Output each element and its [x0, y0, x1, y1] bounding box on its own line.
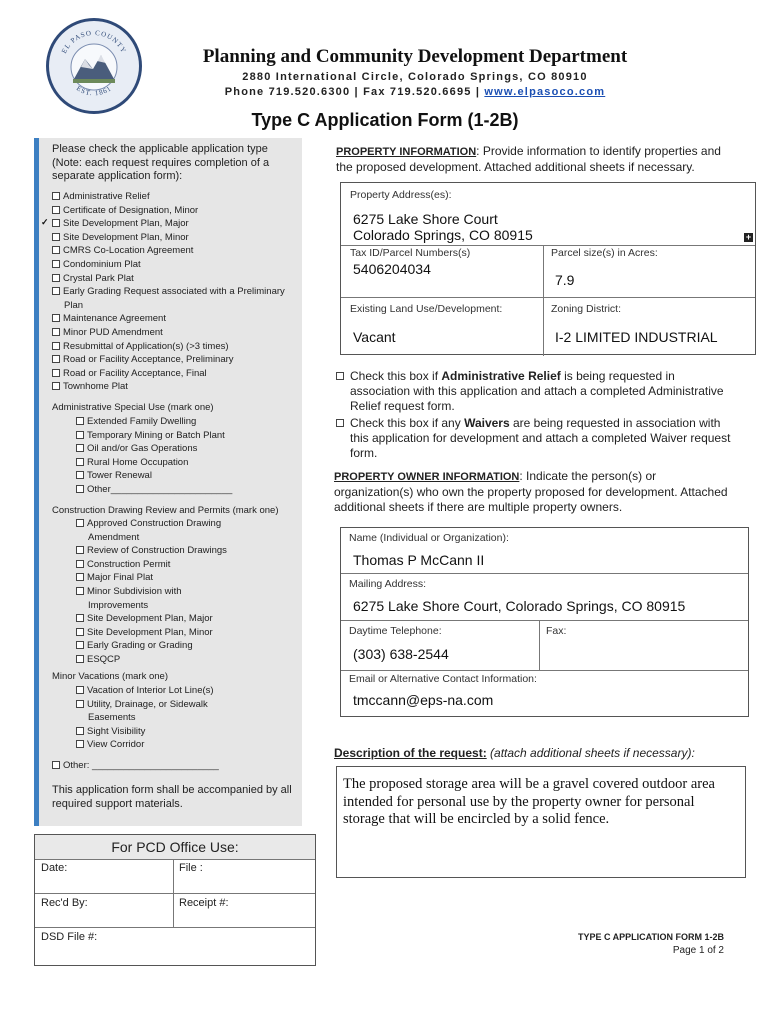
vacation-checkbox[interactable]	[76, 740, 84, 748]
application-type-checkbox[interactable]	[52, 314, 60, 322]
support-materials-note: This application form shall be accompanied by all required support materials.	[52, 784, 292, 810]
construction-item[interactable]	[76, 639, 236, 653]
waivers-check	[336, 416, 736, 461]
special-use-item[interactable]	[76, 469, 291, 483]
description-heading: Description of the request:	[334, 746, 487, 760]
zoning-label: Zoning District:	[551, 303, 622, 315]
construction-label: Construction Permit	[87, 558, 171, 570]
seal-top-text: EL PASO COUNTY	[60, 28, 128, 55]
admin-relief-checkbox[interactable]	[336, 372, 344, 380]
application-type-label: Site Development Plan, Major	[63, 218, 189, 230]
vacation-item[interactable]	[76, 698, 226, 725]
application-type-list	[52, 190, 297, 394]
special-use-label: Tower Renewal	[87, 470, 152, 482]
construction-list	[76, 517, 236, 667]
application-type-label: Townhome Plat	[63, 381, 128, 393]
vacation-checkbox[interactable]	[76, 686, 84, 694]
construction-label: Site Development Plan, Minor	[87, 626, 213, 638]
application-type-label: CMRS Co-Location Agreement	[63, 245, 194, 257]
construction-item[interactable]	[76, 558, 236, 572]
daytime-phone-label: Daytime Telephone:	[349, 625, 442, 637]
application-type-checkbox[interactable]	[52, 206, 60, 214]
special-use-item[interactable]	[76, 415, 291, 429]
property-info-intro	[336, 144, 736, 175]
special-use-item[interactable]	[76, 442, 291, 456]
application-type-item[interactable]	[52, 204, 297, 218]
application-type-label: Certificate of Designation, Minor	[63, 204, 199, 216]
application-type-panel	[34, 138, 302, 826]
office-receipt-label: Receipt #:	[179, 897, 229, 909]
fax-label: Fax:	[546, 625, 567, 637]
property-address-label: Property Address(es):	[350, 189, 452, 201]
vacation-item[interactable]	[76, 684, 226, 698]
add-field-icon[interactable]: +	[745, 232, 752, 242]
vacation-label: Sight Visibility	[87, 725, 146, 737]
application-type-label: Site Development Plan, Minor	[63, 231, 189, 243]
special-use-checkbox[interactable]	[76, 471, 84, 479]
vacation-item[interactable]	[76, 738, 226, 752]
vacation-checkbox[interactable]	[76, 700, 84, 708]
office-date-label: Date:	[41, 862, 68, 874]
special-use-checkbox[interactable]	[76, 417, 84, 425]
application-type-item[interactable]	[52, 231, 297, 245]
vacation-label: View Corridor	[87, 739, 145, 751]
description-hint: (attach additional sheets if necessary):	[490, 746, 695, 760]
office-recd-label: Rec'd By:	[41, 897, 88, 909]
application-type-label: Condominium Plat	[63, 258, 141, 270]
property-info-table	[340, 182, 756, 355]
panel-intro: Please check the applicable application type (Note: each request requires completion of a separate application form):	[52, 143, 270, 182]
property-address-line2[interactable]: Colorado Springs, CO 80915	[353, 227, 533, 243]
zoning-value[interactable]: I-2 LIMITED INDUSTRIAL	[555, 329, 718, 345]
owner-info-instruction: : Indicate the person(s) or organization(s) who own the property proposed for development. Attached additional sheets if there are multiple property owners.	[334, 469, 728, 514]
special-use-label: Oil and/or Gas Operations	[87, 443, 198, 455]
application-type-item[interactable]	[52, 367, 297, 381]
application-type-item[interactable]	[52, 340, 297, 354]
special-use-item[interactable]	[76, 483, 291, 497]
other-label: Other: ________________________	[63, 760, 219, 771]
construction-label: Major Final Plat	[87, 572, 153, 584]
application-type-checkbox[interactable]	[52, 342, 60, 350]
application-type-item[interactable]	[52, 217, 297, 231]
waivers-text-pre: Check this box if any	[350, 416, 465, 430]
website-link[interactable]: www.elpasoco.com	[484, 86, 606, 98]
application-type-checkbox[interactable]	[52, 382, 60, 390]
construction-item[interactable]	[76, 653, 236, 667]
tax-id-value[interactable]: 5406204034	[353, 261, 431, 277]
land-use-label: Existing Land Use/Development:	[350, 303, 503, 315]
construction-label: Minor Subdivision with Improvements	[87, 585, 182, 611]
seal-bottom-text: EST. 1861	[74, 84, 114, 98]
vacation-item[interactable]	[76, 725, 226, 739]
construction-checkbox[interactable]	[76, 655, 84, 663]
application-type-checkbox[interactable]	[52, 355, 60, 363]
application-type-item[interactable]	[52, 312, 297, 326]
department-contact	[0, 86, 770, 98]
owner-info-heading: PROPERTY OWNER INFORMATION	[334, 471, 520, 483]
owner-name-value[interactable]: Thomas P McCann II	[353, 552, 485, 568]
footer-page-number: Page 1 of 2	[672, 945, 724, 956]
vacations-list	[76, 684, 226, 752]
application-type-label: Road or Facility Acceptance, Preliminary	[63, 354, 234, 366]
special-use-label: Other_______________________	[87, 483, 233, 495]
department-address: 2880 International Circle, Colorado Springs, CO 80910	[242, 71, 588, 83]
phone-fax: Phone 719.520.6300 | Fax 719.520.6695 |	[224, 86, 485, 98]
application-type-label: Administrative Relief	[63, 191, 150, 202]
waivers-checkbox[interactable]	[336, 419, 344, 427]
construction-checkbox[interactable]	[76, 519, 84, 527]
application-type-checkbox[interactable]	[52, 274, 60, 282]
special-use-label: Rural Home Occupation	[87, 456, 189, 468]
vacation-checkbox[interactable]	[76, 727, 84, 735]
parcel-size-value[interactable]: 7.9	[555, 272, 575, 288]
application-type-label: Crystal Park Plat	[63, 272, 134, 284]
office-file-label: File :	[179, 862, 203, 874]
description-box[interactable]	[336, 766, 746, 878]
parcel-size-label: Parcel size(s) in Acres:	[551, 247, 658, 259]
description-text: The proposed storage area will be a gravel covered outdoor area intended for personal use by the property owner for personal storage that will be encircled by a solid fence.	[343, 776, 715, 827]
application-type-item[interactable]	[52, 380, 297, 394]
description-heading-row	[334, 746, 754, 761]
special-use-label: Extended Family Dwelling	[87, 416, 197, 427]
construction-checkbox[interactable]	[76, 560, 84, 568]
mailing-address-label: Mailing Address:	[349, 578, 427, 590]
vacations-heading: Minor Vacations (mark one)	[52, 671, 168, 682]
special-use-item[interactable]	[76, 456, 291, 470]
special-use-checkbox[interactable]	[76, 444, 84, 452]
construction-checkbox[interactable]	[76, 573, 84, 581]
construction-checkbox[interactable]	[76, 546, 84, 554]
office-use-title: For PCD Office Use:	[35, 835, 315, 860]
owner-name-label: Name (Individual or Organization):	[349, 532, 509, 544]
application-type-item[interactable]	[52, 353, 297, 367]
owner-info-table	[340, 527, 749, 717]
construction-item[interactable]	[76, 585, 236, 612]
application-type-item[interactable]	[52, 258, 297, 272]
construction-label: Early Grading or Grading	[87, 640, 193, 652]
email-label: Email or Alternative Contact Information:	[349, 673, 537, 685]
construction-checkbox[interactable]	[76, 587, 84, 595]
application-type-checkbox[interactable]	[52, 369, 60, 377]
construction-checkbox[interactable]	[76, 641, 84, 649]
application-type-label: Early Grading Request associated with a Preliminary Plan	[63, 286, 285, 311]
special-use-label: Temporary Mining or Batch Plant	[87, 429, 225, 441]
vacation-label: Utility, Drainage, or Sidewalk Easements	[87, 698, 208, 724]
property-info-heading: PROPERTY INFORMATION	[336, 146, 477, 158]
application-type-label: Road or Facility Acceptance, Final	[63, 367, 207, 379]
application-type-checkbox[interactable]	[52, 246, 60, 254]
land-use-value[interactable]: Vacant	[353, 329, 396, 345]
construction-checkbox[interactable]	[76, 614, 84, 622]
application-type-item[interactable]	[52, 326, 297, 340]
tax-id-label: Tax ID/Parcel Numbers(s)	[350, 247, 471, 259]
department-title: Planning and Community Development Department	[202, 46, 628, 67]
property-info-instruction: : Provide information to identify properties and the proposed development. Attached additional sheets if necessary.	[336, 144, 721, 174]
construction-heading: Construction Drawing Review and Permits (mark one)	[52, 505, 279, 516]
application-type-item[interactable]	[52, 272, 297, 286]
application-type-checkbox[interactable]	[52, 233, 60, 241]
other-option[interactable]	[52, 759, 219, 773]
other-checkbox[interactable]	[52, 761, 60, 769]
construction-label: Approved Construction Drawing Amendment	[87, 518, 222, 543]
application-type-checkbox[interactable]	[52, 328, 60, 336]
application-type-label: Resubmittal of Application(s) (>3 times)	[63, 340, 229, 352]
property-address-line1[interactable]: 6275 Lake Shore Court	[353, 211, 498, 227]
admin-relief-text-pre: Check this box if	[350, 369, 442, 383]
construction-item[interactable]	[76, 517, 236, 544]
application-type-checkbox[interactable]	[52, 192, 60, 200]
construction-item[interactable]	[76, 544, 236, 558]
application-type-checkbox[interactable]	[52, 219, 60, 227]
construction-label: Site Development Plan, Major	[87, 613, 213, 625]
admin-relief-text-bold: Administrative Relief	[441, 369, 561, 383]
office-dsd-label: DSD File #:	[41, 931, 98, 943]
mailing-address-value[interactable]: 6275 Lake Shore Court, Colorado Springs, CO 80915	[353, 598, 686, 614]
construction-item[interactable]	[76, 626, 236, 640]
vacation-label: Vacation of Interior Lot Line(s)	[87, 685, 214, 696]
construction-item[interactable]	[76, 612, 236, 626]
admin-relief-check	[336, 369, 736, 414]
construction-label: ESQCP	[87, 653, 121, 665]
construction-label: Review of Construction Drawings	[87, 545, 227, 557]
application-type-label: Maintenance Agreement	[63, 313, 166, 325]
email-value[interactable]: tmccann@eps-na.com	[353, 692, 494, 708]
special-use-checkbox[interactable]	[76, 431, 84, 439]
owner-info-intro	[334, 469, 734, 515]
admin-relief-text-post: is being requested in association with this application and attach a completed Administrative Relief request form.	[350, 369, 724, 413]
special-use-checkbox[interactable]	[76, 458, 84, 466]
form-title: Type C Application Form (1-2B)	[251, 110, 519, 130]
application-type-item[interactable]	[52, 285, 297, 312]
daytime-phone-value[interactable]: (303) 638-2544	[353, 646, 449, 662]
application-type-checkbox[interactable]	[52, 260, 60, 268]
special-use-item[interactable]	[76, 429, 291, 443]
application-type-item[interactable]	[52, 244, 297, 258]
waivers-text-bold: Waivers	[464, 416, 510, 430]
construction-item[interactable]	[76, 571, 236, 585]
footer-form-name: TYPE C APPLICATION FORM 1-2B	[577, 932, 724, 942]
special-use-checkbox[interactable]	[76, 485, 84, 493]
special-use-list	[76, 415, 291, 497]
application-type-checkbox[interactable]	[52, 287, 60, 295]
application-type-label: Minor PUD Amendment	[63, 326, 163, 338]
waivers-text-post: are being requested in association with this application for development and attach a completed Waiver request form.	[350, 416, 731, 460]
application-type-item[interactable]	[52, 190, 297, 204]
office-use-box	[34, 834, 316, 966]
special-use-heading: Administrative Special Use (mark one)	[52, 402, 214, 413]
construction-checkbox[interactable]	[76, 628, 84, 636]
